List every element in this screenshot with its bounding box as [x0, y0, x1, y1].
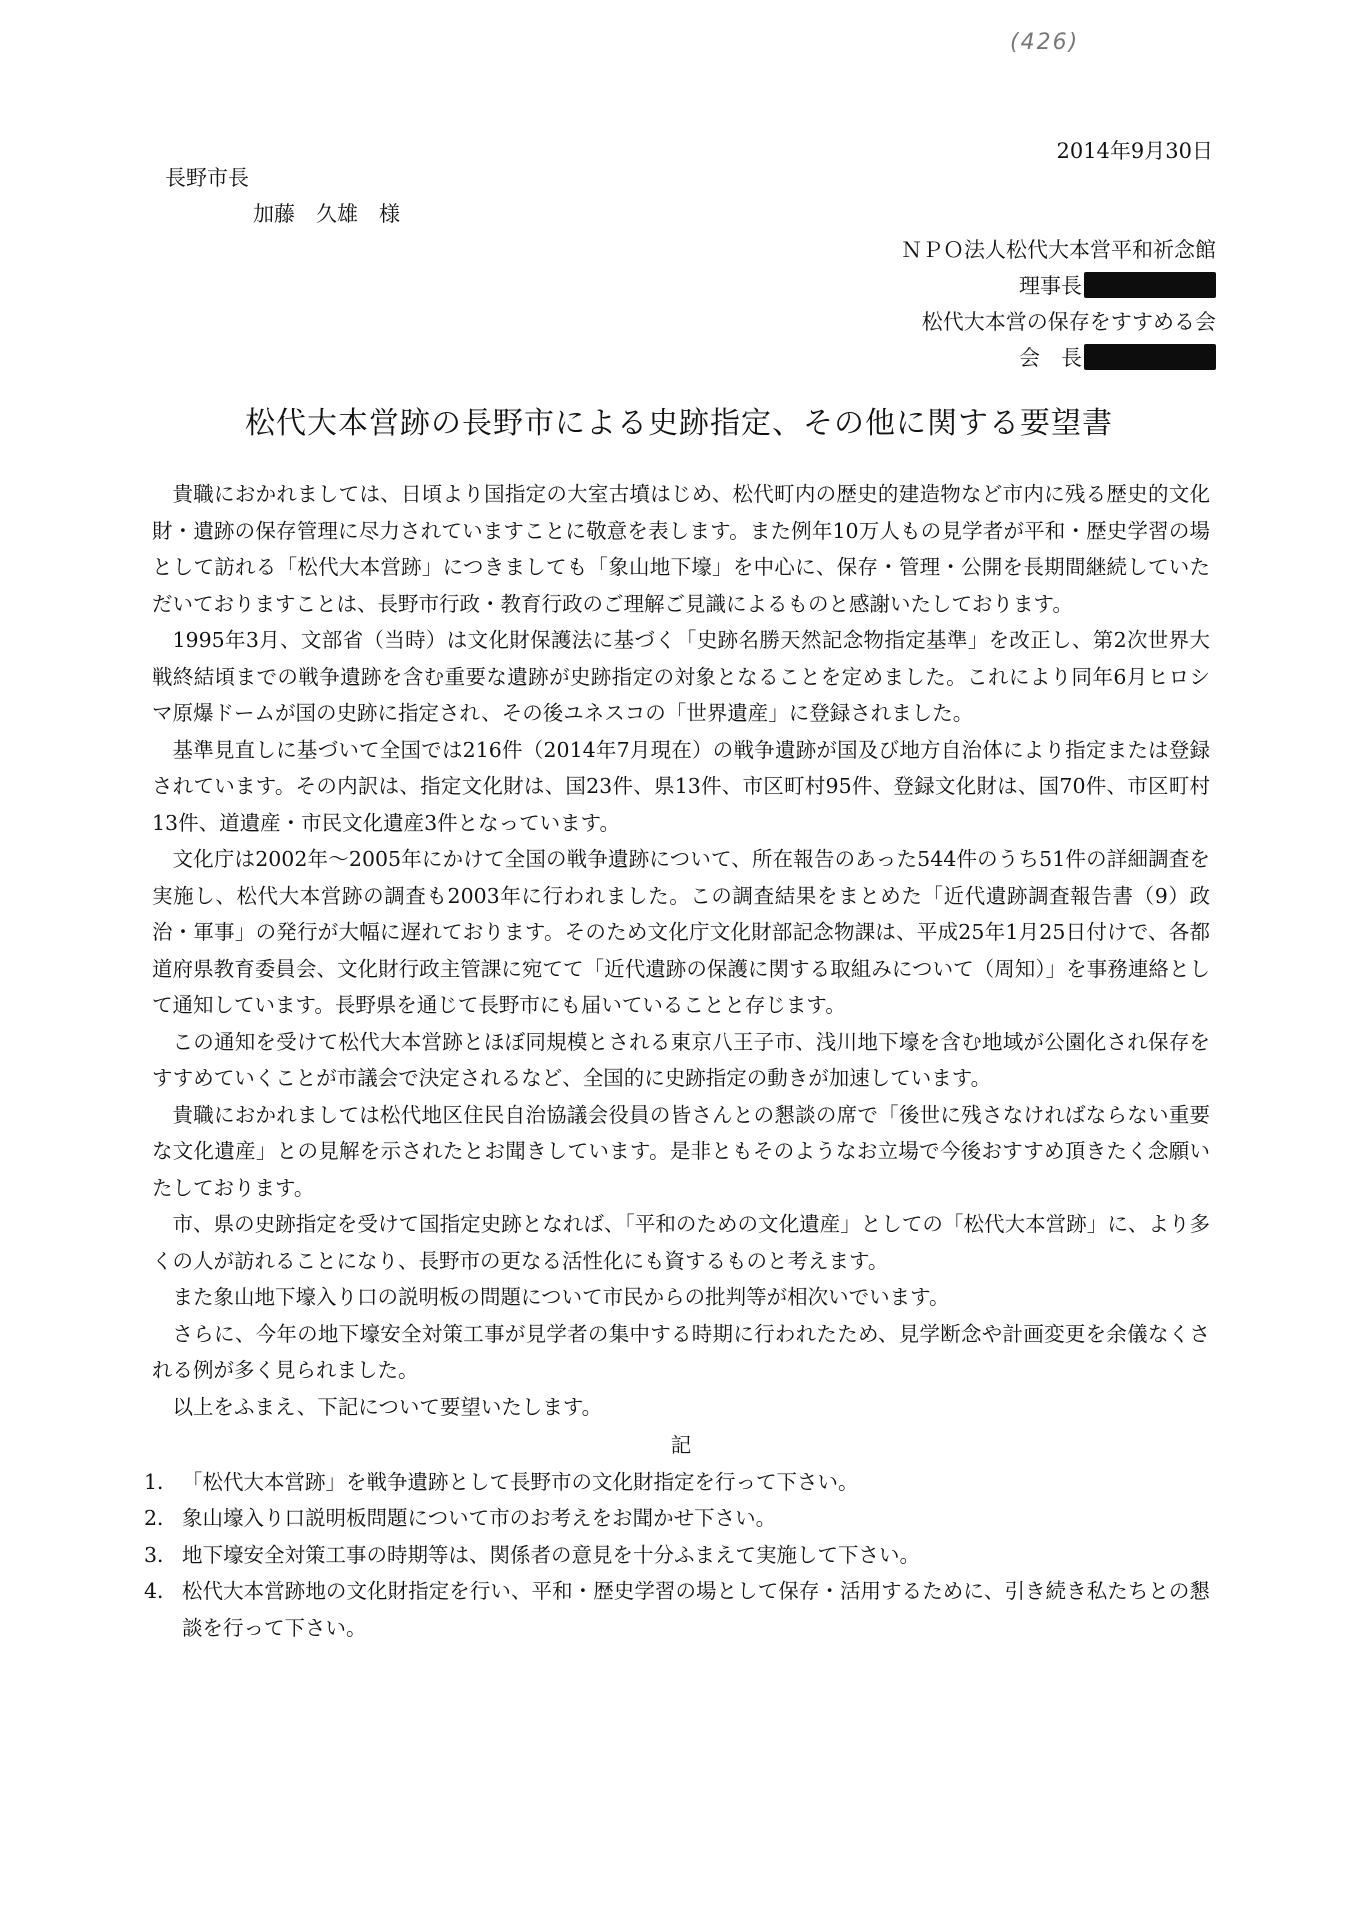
- redaction-bar: [1084, 272, 1216, 298]
- list-item-number: 4．: [144, 1579, 178, 1603]
- handwritten-page-note: (426): [1010, 30, 1080, 55]
- ki-heading: 記: [670, 1433, 692, 1457]
- letter-date: 2014年9月30日: [1056, 139, 1213, 163]
- list-item: [144, 1573, 1210, 1646]
- list-item-number: 2．: [144, 1506, 178, 1530]
- sender-organization-2: [901, 304, 1216, 340]
- list-item-number: 1．: [144, 1469, 178, 1494]
- paragraph-agency-survey: 文化庁は2002年～2005年にかけて全国の戦争遺跡について、所在報告のあった544件のうち51件の詳細調査を実施し、松代大本営跡の調査も2003年に行われました。この調査結果をまとめた「近代遺跡調査報告書（9）政治・軍事」の発行が大幅に遅れております。そのため文化庁文化財部記念物課は、平成25年1月25日付けで、各都道府県教育委員会、文化財行政主管課に宛てて「近代遺跡の保護に関する取組みについて（周知）」を事務連絡として通知しています。長野県を通じて長野市にも届いていることと存じます。: [152, 847, 1210, 1017]
- addressee-title: 長野市長: [165, 166, 249, 190]
- sender-organization-1: [901, 232, 1216, 268]
- list-item-text: 象山壕入り口説明板問題について市のお考えをお聞かせ下さい。: [182, 1506, 777, 1530]
- paragraph-signboard-issue: また象山地下壕入り口の説明板の問題について市民からの批判等が相次いでいます。: [172, 1285, 950, 1309]
- sender-chairman-label: 理事長: [1019, 274, 1082, 298]
- sender-org-1-name: ＮＰＯ法人松代大本営平和祈念館: [901, 238, 1216, 262]
- document-title: 松代大本営跡の長野市による史跡指定、その他に関する要望書: [245, 406, 1113, 441]
- sender-org-2-name: 松代大本営の保存をすすめる会: [921, 310, 1216, 334]
- list-item: [144, 1500, 1210, 1537]
- paragraph-1995-standard: 1995年3月、文部省（当時）は文化財保護法に基づく「史跡名勝天然記念物指定基準」を改正し、第2次世界大戦終結頃までの戦争遺跡を含む重要な遺跡が史跡指定の対象となることを定めました。これにより同年6月ヒロシマ原爆ドームが国の史跡に指定され、その後ユネスコの「世界遺産」に登録されました。: [152, 628, 1210, 725]
- paragraph-national-count: 基準見直しに基づいて全国では216件（2014年7月現在）の戦争遺跡が国及び地方自治体により指定または登録されています。その内訳は、指定文化財は、国23件、県13件、市区町村95件、登録文化財は、国70件、市区町村13件、道遺産・市民文化遺産3件となっています。: [152, 737, 1210, 835]
- paragraph-greeting: 貴職におかれましては、日頃より国指定の大室古墳はじめ、松代町内の歴史的建造物など市内に残る歴史的文化財・遺跡の保存管理に尽力されていますことに敬意を表します。また例年10万人もの見学者が平和・歴史学習の場として訪れる「松代大本営跡」につきましても「象山地下壕」を中心に、保存・管理・公開を長期間継続していただいておりますことは、長野市行政・教育行政のご理解ご見識によるものと感謝いたしております。: [152, 482, 1210, 616]
- addressee-name: 加藤 久雄 様: [253, 202, 400, 226]
- addressee-block: [165, 160, 400, 232]
- request-list: [144, 1464, 1210, 1647]
- list-item-text: 「松代大本営跡」を戦争遺跡として長野市の文化財指定を行って下さい。: [182, 1469, 859, 1494]
- redaction-bar: [1084, 344, 1216, 370]
- paragraph-mayor-view: 貴職におかれましては松代地区住民自治協議会役員の皆さんとの懇談の席で「後世に残さなければならない重要な文化遺産」との見解を示されたとお聞きしています。是非ともそのようなお立場で今後おすすめ頂きたく念願いたしております。: [152, 1102, 1210, 1200]
- sender-block: [901, 232, 1216, 376]
- paragraph-designation-benefit: 市、県の史跡指定を受けて国指定史跡となれば、「平和のための文化遺産」としての「松代大本営跡」に、より多くの人が訪れることになり、長野市の更なる活性化にも資するものと考えます。: [152, 1212, 1210, 1273]
- sender-president-label: 会 長: [1019, 346, 1082, 370]
- paragraph-request-intro: 以上をふまえ、下記について要望いたします。: [172, 1394, 603, 1419]
- sender-president: [901, 340, 1216, 376]
- list-item-text: 地下壕安全対策工事の時期等は、関係者の意見を十分ふまえて実施して下さい。: [182, 1542, 920, 1567]
- list-item: [144, 1464, 1210, 1501]
- list-item: [144, 1537, 1210, 1574]
- letter-body: [144, 476, 1210, 1646]
- paragraph-hachioji: この通知を受けて松代大本営跡とほぼ同規模とされる東京八王子市、浅川地下壕を含む地域が公園化され保存をすすめていくことが市議会で決定されるなど、全国的に史跡指定の動きが加速しています。: [152, 1029, 1210, 1090]
- list-item-number: 3．: [144, 1542, 178, 1567]
- paragraph-construction-timing: さらに、今年の地下壕安全対策工事が見学者の集中する時期に行われたため、見学断念や計画変更を余儀なくされる例が多く見られました。: [152, 1321, 1210, 1382]
- list-item-text: 松代大本営跡地の文化財指定を行い、平和・歴史学習の場として保存・活用するために、引き続き私たちとの懇談を行って下さい。: [182, 1579, 1210, 1640]
- sender-chairman: [901, 268, 1216, 304]
